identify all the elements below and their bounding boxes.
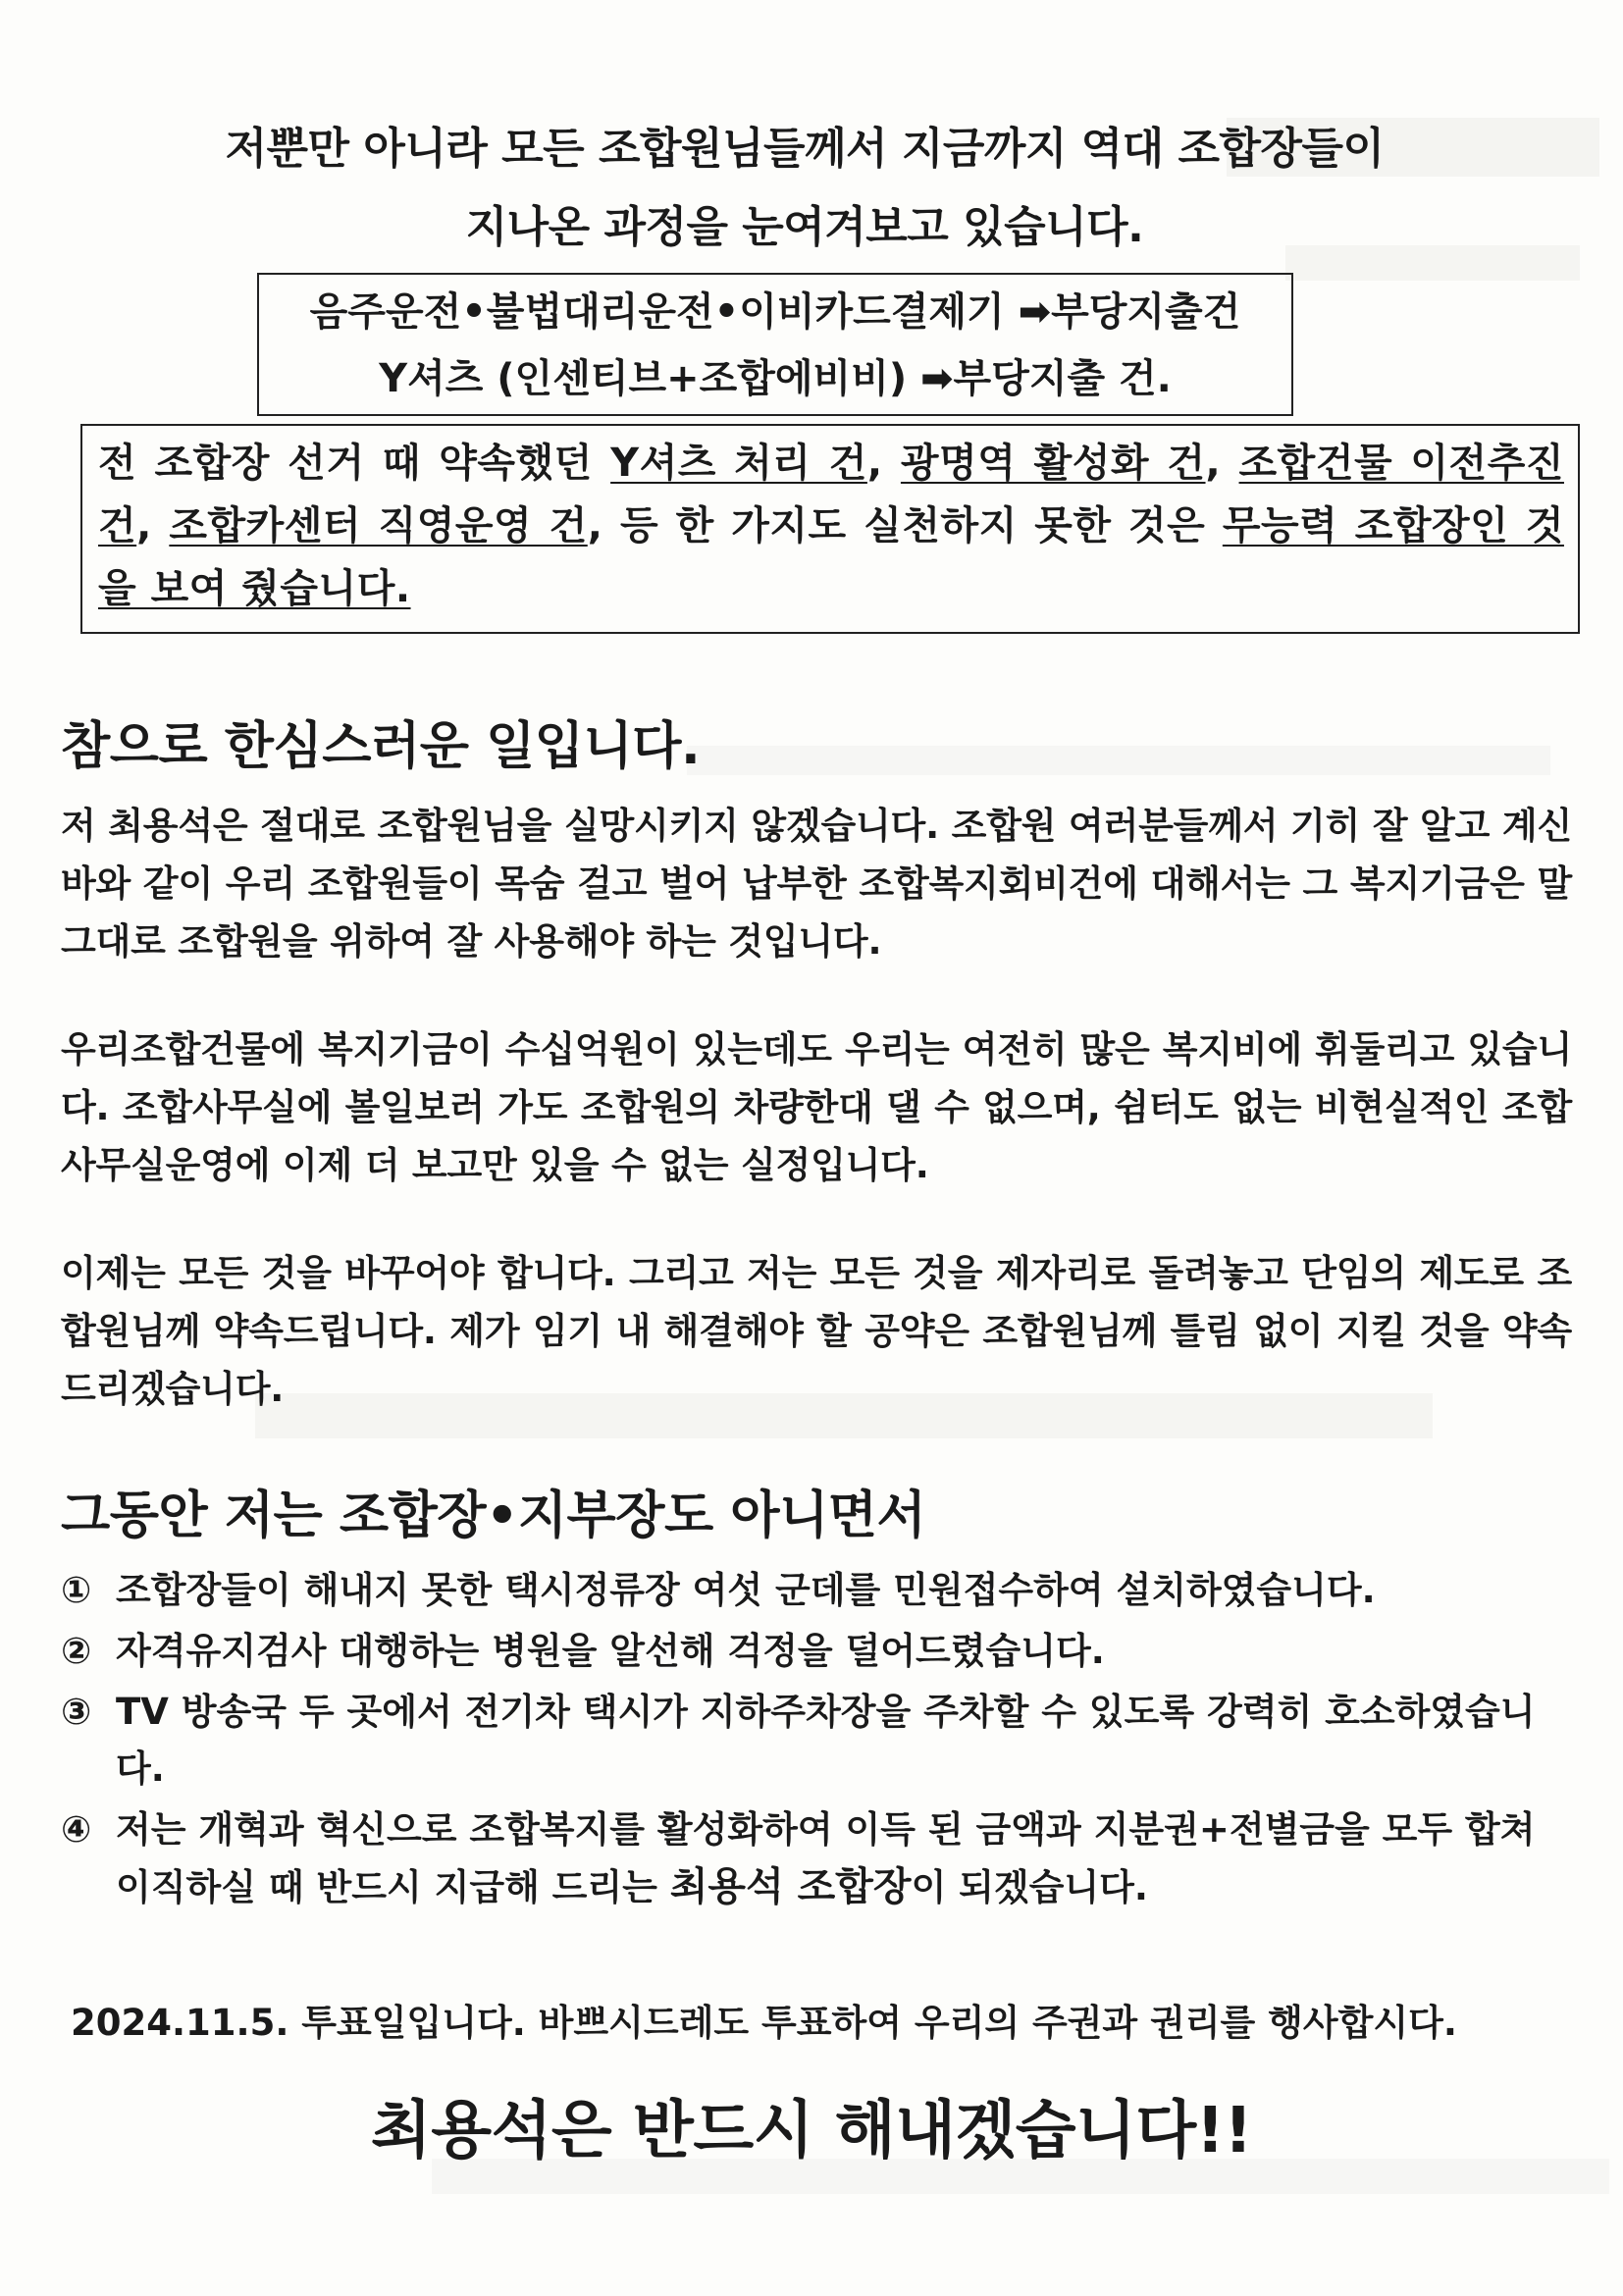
item-number: ① [61,1569,92,1611]
vote-date-notice: 2024.11.5. 투표일입니다. 바쁘시드레도 투표하여 우리의 주권과 권리를 행사합시다. [71,2002,1457,2044]
bleed-through-shadow [687,746,1550,775]
promise-text: 전 조합장 선거 때 약속했던 [98,441,611,486]
promise-text: , [866,441,901,486]
item-number: ② [61,1630,92,1672]
achievements-list [61,1562,1572,1920]
expense-line-1: 음주운전•불법대리운전•이비카드결제기 ➡부당지출건 [309,289,1241,335]
promise-text: , [136,503,170,548]
item-text: 이 되겠습니다. [911,1866,1148,1908]
promise-text: , 등 한 가지도 실천하지 못한 것은 [587,503,1223,548]
list-item [61,1623,1572,1680]
paragraph-1: 저 최용석은 절대로 조합원님을 실망시키지 않겠습니다. 조합원 여러분들께서 기히 잘 알고 계신바와 같이 우리 조합원들이 목숨 걸고 벌어 납부한 조합복지회비건에 대해서는 그 복지기금은 말 그대로 조합원을 위하여 잘 사용해야 하는 것입니다. [61,805,1572,963]
item-text: TV 방송국 두 곳에서 전기차 택시가 지하주차장을 주차할 수 있도록 강력히 호소하였습니다. [116,1691,1536,1790]
promise-item-building: 조합건물 이전추진 건 [98,441,1564,548]
paragraph-2: 우리조합건물에 복지기금이 수십억원이 있는데도 우리는 여전히 많은 복지비에 휘둘리고 있습니다. 조합사무실에 볼일보러 가도 조합원의 차량한대 댈 수 없으며, 쉼터도 없는 비현실적인 조합사무실운영에 이제 더 보고만 있을 수 없는 실정입니다. [61,1028,1572,1186]
list-item [61,1684,1572,1798]
promise-item-gwangmyeong: 광명역 활성화 건 [900,441,1206,486]
slogan: 최용석은 반드시 해내겠습니다!! [370,2095,1253,2167]
list-item [61,1801,1572,1916]
broken-promises-box [80,424,1580,634]
item-number: ④ [61,1808,92,1851]
item-text-emphasis: 최용석 조합장 [669,1864,912,1909]
expense-line-2: Y셔츠 (인센티브+조합에비비) ➡부당지출 건. [379,356,1172,401]
intro-text [118,110,1492,267]
promise-item-yshirt: Y셔츠 처리 건 [610,441,867,486]
expense-box [257,273,1293,416]
item-number: ③ [61,1691,92,1733]
intro-line-2: 지나온 과정을 눈여겨보고 있습니다. [465,202,1144,252]
section1-heading: 참으로 한심스러운 일입니다. [61,717,701,776]
paragraph-3: 이제는 모든 것을 바꾸어야 합니다. 그리고 저는 모든 것을 제자리로 돌려놓고 단임의 제도로 조합원님께 약속드립니다. 제가 임기 내 해결해야 할 공약은 조합원님께 틀림 없이 지킬 것을 약속드리겠습니다. [61,1252,1572,1410]
promise-text: , [1205,441,1239,486]
promise-conclusion: 무능력 조합장인 것을 보여 줬습니다. [98,503,1564,611]
item-text: 저는 개혁과 혁신으로 조합복지를 활성화하여 이득 된 금액과 지분권+전별금을 모두 합쳐 이직하실 때 반드시 지급해 드리는 [116,1808,1536,1908]
intro-line-1: 저뿐만 아니라 모든 조합원님들께서 지금까지 역대 조합장들이 [225,124,1385,174]
section2-heading: 그동안 저는 조합장•지부장도 아니면서 [61,1487,926,1545]
item-text: 조합장들이 해내지 못한 택시정류장 여섯 군데를 민원접수하여 설치하였습니다. [116,1569,1376,1611]
promise-item-carcenter: 조합카센터 직영운영 건 [169,503,588,548]
item-text: 자격유지검사 대행하는 병원을 알선해 걱정을 덜어드렸습니다. [116,1630,1105,1672]
list-item [61,1562,1572,1619]
